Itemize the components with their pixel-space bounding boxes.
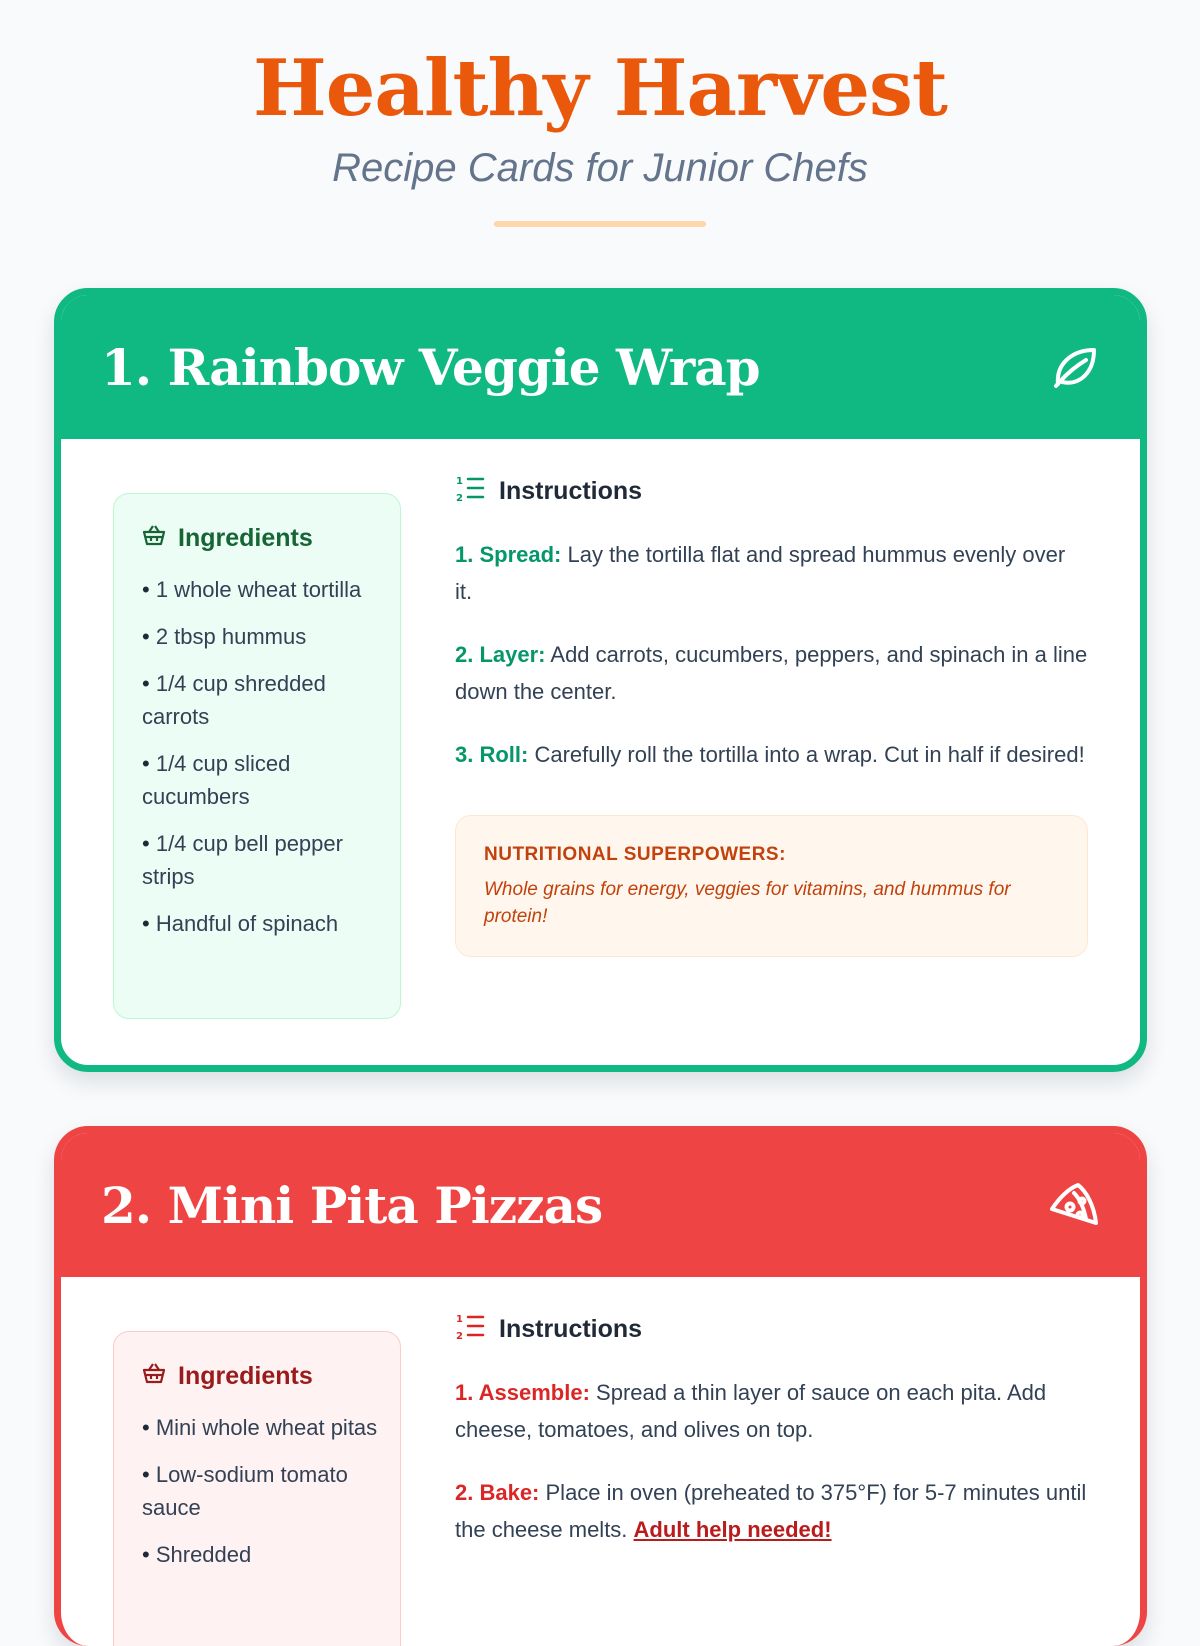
numbered-list-icon xyxy=(455,473,485,510)
pizza-slice-icon xyxy=(1048,1179,1100,1231)
page-header xyxy=(0,0,1200,227)
ingredients-list xyxy=(142,1411,378,1571)
leaf-icon xyxy=(1050,342,1100,392)
svg-text:1: 1 xyxy=(456,476,463,487)
instruction-step xyxy=(455,1474,1088,1548)
ingredient-item: • 1/4 cup bell pepper strips xyxy=(142,827,378,893)
ingredients-heading: Ingredients xyxy=(178,1362,313,1390)
adult-help-warning: Adult help needed! xyxy=(633,1517,832,1542)
step-text: Spread a thin layer of sauce on each pita. Add cheese, tomatoes, and olives on top. xyxy=(455,1380,1047,1442)
step-text: Carefully roll the tortilla into a wrap. Cut in half if desired! xyxy=(528,742,1085,767)
step-text: Lay the tortilla flat and spread hummus evenly over it. xyxy=(455,542,1066,604)
recipe-card-header xyxy=(61,1133,1140,1277)
nutrition-text: Whole grains for energy, veggies for vitamins, and hummus for protein! xyxy=(484,879,1011,927)
step-label: 1. Assemble: xyxy=(455,1380,590,1405)
nutrition-callout xyxy=(455,815,1088,957)
nutrition-title: NUTRITIONAL SUPERPOWERS: xyxy=(484,844,786,865)
ingredient-item: • Mini whole wheat pitas xyxy=(142,1411,378,1444)
ingredients-heading: Ingredients xyxy=(178,524,313,552)
ingredient-item: • Handful of spinach xyxy=(142,907,378,940)
basket-icon xyxy=(142,524,166,553)
ingredients-list xyxy=(142,573,378,940)
ingredient-item: • 1/4 cup shredded carrots xyxy=(142,667,378,733)
page-title: Healthy Harvest xyxy=(253,43,947,134)
instruction-step xyxy=(455,636,1088,710)
page-subtitle: Recipe Cards for Junior Chefs xyxy=(332,146,868,190)
svg-text:2: 2 xyxy=(456,493,463,503)
title-divider xyxy=(494,221,706,227)
ingredient-item: • 1/4 cup sliced cucumbers xyxy=(142,747,378,813)
instructions-panel xyxy=(455,1314,1088,1646)
numbered-list-icon xyxy=(455,1311,485,1348)
recipe-card-rainbow-veggie-wrap xyxy=(54,288,1147,1072)
recipe-card-mini-pita-pizzas xyxy=(54,1126,1147,1646)
ingredient-item: • 2 tbsp hummus xyxy=(142,620,378,653)
instruction-step xyxy=(455,536,1088,610)
ingredients-panel xyxy=(113,1331,401,1646)
step-label: 2. Bake: xyxy=(455,1480,540,1505)
svg-text:2: 2 xyxy=(456,1331,463,1341)
step-label: 2. Layer: xyxy=(455,642,546,667)
basket-icon xyxy=(142,1362,166,1391)
instruction-step xyxy=(455,1374,1088,1448)
recipe-card-header xyxy=(61,295,1140,439)
svg-text:1: 1 xyxy=(456,1314,463,1325)
recipe-title: 1. Rainbow Veggie Wrap xyxy=(101,337,760,397)
instructions-heading: Instructions xyxy=(499,477,643,505)
instruction-step xyxy=(455,736,1088,773)
step-text: Place in oven (preheated to 375°F) for 5-7 minutes until the cheese melts. xyxy=(455,1480,1087,1542)
ingredient-item: • Shredded xyxy=(142,1538,378,1571)
step-label: 1. Spread: xyxy=(455,542,562,567)
instructions-panel xyxy=(455,476,1088,1019)
ingredients-panel xyxy=(113,493,401,1019)
step-label: 3. Roll: xyxy=(455,742,529,767)
recipe-title: 2. Mini Pita Pizzas xyxy=(101,1175,603,1235)
instructions-heading: Instructions xyxy=(499,1315,643,1343)
ingredient-item: • Low-sodium tomato sauce xyxy=(142,1458,378,1524)
ingredient-item: • 1 whole wheat tortilla xyxy=(142,573,378,606)
step-text: Add carrots, cucumbers, peppers, and spinach in a line down the center. xyxy=(455,642,1088,704)
